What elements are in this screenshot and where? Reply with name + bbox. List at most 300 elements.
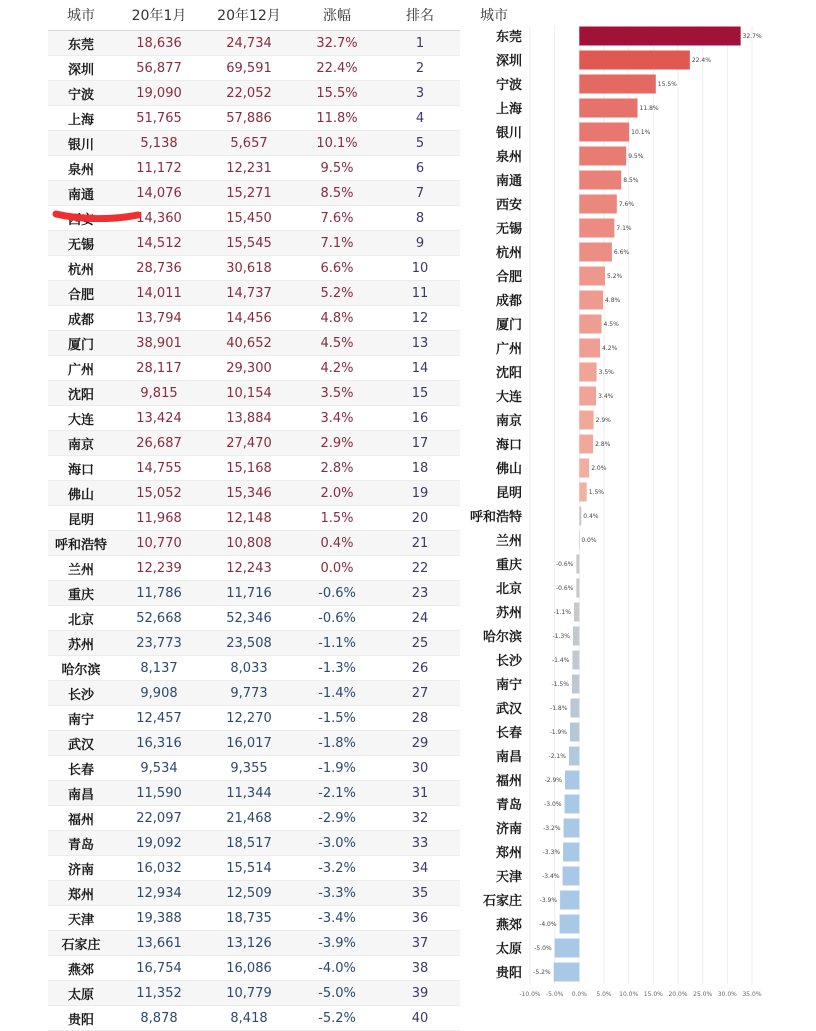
table-row (48, 756, 460, 781)
cell-city: 济南 (48, 856, 114, 881)
cell-jan: 8,878 (114, 1006, 204, 1031)
table-row (48, 806, 460, 831)
cell-city: 西安 (48, 206, 114, 231)
cell-jan: 9,815 (114, 381, 204, 406)
cell-city: 哈尔滨 (48, 656, 114, 681)
table-row (48, 481, 460, 506)
data-label: 2.8% (595, 441, 611, 448)
header-city: 城市 (48, 0, 114, 31)
data-label: -0.6% (555, 561, 574, 568)
table-row (48, 1006, 460, 1031)
bar (554, 963, 580, 982)
category-label: 昆明 (495, 486, 522, 501)
data-label: 6.6% (613, 249, 630, 256)
cell-change: 11.8% (294, 106, 380, 131)
cell-jan: 28,736 (114, 256, 204, 281)
cell-dec: 15,514 (204, 856, 294, 881)
cell-jan: 13,794 (114, 306, 204, 331)
cell-dec: 12,509 (204, 881, 294, 906)
cell-change: -4.0% (294, 956, 380, 981)
cell-dec: 24,734 (204, 31, 294, 56)
cell-change: 2.0% (294, 481, 380, 506)
category-label: 青岛 (495, 798, 522, 813)
data-label: 5.2% (606, 273, 623, 280)
cell-dec: 8,033 (204, 656, 294, 681)
category-label: 贵阳 (495, 966, 522, 981)
cell-rank: 2 (380, 56, 460, 81)
table-row (48, 781, 460, 806)
cell-dec: 15,545 (204, 231, 294, 256)
data-label: -3.3% (542, 849, 561, 856)
bar (579, 267, 605, 286)
table-row (48, 606, 460, 631)
cell-dec: 13,884 (204, 406, 294, 431)
cell-dec: 9,773 (204, 681, 294, 706)
cell-change: 22.4% (294, 56, 380, 81)
cell-jan: 51,765 (114, 106, 204, 131)
data-label: 0.4% (583, 513, 599, 520)
table-row (48, 131, 460, 156)
cell-dec: 21,468 (204, 806, 294, 831)
bar (579, 315, 601, 334)
cell-dec: 15,346 (204, 481, 294, 506)
cell-jan: 13,661 (114, 931, 204, 956)
cell-dec: 40,652 (204, 331, 294, 356)
cell-jan: 11,352 (114, 981, 204, 1006)
x-tick-label: 5.0% (596, 991, 612, 998)
cell-rank: 28 (380, 706, 460, 731)
cell-city: 南京 (48, 431, 114, 456)
header-change: 涨幅 (294, 0, 380, 31)
price-table (48, 0, 460, 1031)
bar (579, 195, 616, 214)
cell-city: 宁波 (48, 81, 114, 106)
cell-city: 长春 (48, 756, 114, 781)
cell-city: 无锡 (48, 231, 114, 256)
cell-jan: 8,137 (114, 656, 204, 681)
cell-jan: 18,636 (114, 31, 204, 56)
cell-change: 0.4% (294, 531, 380, 556)
cell-rank: 10 (380, 256, 460, 281)
cell-jan: 15,052 (114, 481, 204, 506)
bar (579, 531, 580, 550)
x-tick-label: 10.0% (619, 991, 639, 998)
cell-city: 北京 (48, 606, 114, 631)
cell-jan: 16,754 (114, 956, 204, 981)
cell-rank: 11 (380, 281, 460, 306)
cell-change: -1.9% (294, 756, 380, 781)
category-label: 南宁 (495, 678, 522, 693)
cell-city: 南昌 (48, 781, 114, 806)
cell-dec: 27,470 (204, 431, 294, 456)
category-label: 重庆 (495, 558, 522, 573)
cell-dec: 16,086 (204, 956, 294, 981)
cell-change: 6.6% (294, 256, 380, 281)
category-label: 南京 (495, 414, 522, 429)
cell-city: 沈阳 (48, 381, 114, 406)
cell-rank: 1 (380, 31, 460, 56)
cell-city: 南宁 (48, 706, 114, 731)
data-label: 1.5% (588, 489, 604, 496)
cell-jan: 14,076 (114, 181, 204, 206)
cell-change: -1.5% (294, 706, 380, 731)
bar (579, 363, 596, 382)
category-label: 太原 (495, 942, 522, 957)
data-label: -4.0% (539, 921, 557, 928)
cell-city: 东莞 (48, 31, 114, 56)
category-label: 西安 (495, 198, 522, 213)
table-row (48, 31, 460, 56)
data-label: 15.5% (657, 81, 677, 88)
data-label: -1.9% (549, 729, 567, 736)
cell-city: 天津 (48, 906, 114, 931)
cell-city: 郑州 (48, 881, 114, 906)
category-label: 郑州 (495, 846, 522, 861)
table-row (48, 306, 460, 331)
bar-chart (462, 0, 816, 1000)
table-body (48, 31, 460, 1031)
cell-jan: 9,908 (114, 681, 204, 706)
cell-dec: 18,735 (204, 906, 294, 931)
price-table-panel (48, 0, 460, 1031)
cell-dec: 29,300 (204, 356, 294, 381)
data-label: 10.1% (631, 129, 651, 136)
table-row (48, 331, 460, 356)
table-row (48, 581, 460, 606)
cell-rank: 14 (380, 356, 460, 381)
table-row (48, 156, 460, 181)
table-row (48, 631, 460, 656)
table-row (48, 956, 460, 981)
cell-dec: 16,017 (204, 731, 294, 756)
table-row (48, 681, 460, 706)
cell-jan: 12,457 (114, 706, 204, 731)
cell-rank: 8 (380, 206, 460, 231)
category-label: 无锡 (495, 222, 522, 237)
table-row (48, 856, 460, 881)
category-label: 深圳 (495, 54, 522, 69)
table-row (48, 881, 460, 906)
bar-chart-panel (462, 0, 816, 1000)
bar (563, 843, 579, 862)
category-label: 福州 (495, 774, 522, 789)
cell-city: 银川 (48, 131, 114, 156)
category-label: 天津 (495, 870, 522, 885)
x-tick-label: 35.0% (742, 991, 762, 998)
cell-change: 10.1% (294, 131, 380, 156)
cell-dec: 23,508 (204, 631, 294, 656)
cell-dec: 15,168 (204, 456, 294, 481)
cell-city: 合肥 (48, 281, 114, 306)
x-tick-label: 0.0% (571, 991, 587, 998)
category-label: 海口 (495, 438, 522, 453)
cell-rank: 6 (380, 156, 460, 181)
table-row (48, 181, 460, 206)
cell-dec: 15,450 (204, 206, 294, 231)
cell-change: 32.7% (294, 31, 380, 56)
bar (579, 459, 589, 478)
bar (572, 675, 579, 694)
x-tick-label: -5.0% (545, 991, 564, 998)
cell-change: -2.1% (294, 781, 380, 806)
bar (570, 723, 579, 742)
bar (579, 171, 621, 190)
cell-change: 7.6% (294, 206, 380, 231)
data-label: -3.0% (544, 801, 562, 808)
data-label: 4.5% (603, 321, 619, 328)
cell-dec: 10,808 (204, 531, 294, 556)
category-label: 泉州 (495, 150, 522, 165)
cell-change: -3.3% (294, 881, 380, 906)
cell-change: 3.5% (294, 381, 380, 406)
cell-jan: 19,388 (114, 906, 204, 931)
cell-jan: 22,097 (114, 806, 204, 831)
bar (563, 867, 580, 886)
data-label: -1.3% (552, 633, 570, 640)
data-label: 9.5% (628, 153, 644, 160)
data-label: 2.9% (595, 417, 611, 424)
cell-city: 石家庄 (48, 931, 114, 956)
cell-change: 8.5% (294, 181, 380, 206)
cell-rank: 4 (380, 106, 460, 131)
cell-change: 4.8% (294, 306, 380, 331)
chart-category-header: 城市 (480, 8, 508, 24)
cell-change: 2.8% (294, 456, 380, 481)
cell-city: 佛山 (48, 481, 114, 506)
cell-change: -3.4% (294, 906, 380, 931)
cell-city: 太原 (48, 981, 114, 1006)
bar (565, 771, 579, 790)
cell-change: 1.5% (294, 506, 380, 531)
category-label: 广州 (495, 342, 522, 357)
x-tick-label: 30.0% (717, 991, 737, 998)
cell-change: -1.8% (294, 731, 380, 756)
data-label: 4.2% (602, 345, 618, 352)
highlight-stroke (56, 214, 138, 219)
table-row (48, 531, 460, 556)
cell-change: 9.5% (294, 156, 380, 181)
cell-dec: 12,270 (204, 706, 294, 731)
cell-rank: 26 (380, 656, 460, 681)
cell-jan: 10,770 (114, 531, 204, 556)
bar (576, 555, 579, 574)
cell-jan: 26,687 (114, 431, 204, 456)
cell-city: 呼和浩特 (48, 531, 114, 556)
cell-change: -2.9% (294, 806, 380, 831)
cell-dec: 9,355 (204, 756, 294, 781)
category-label: 燕郊 (495, 918, 522, 933)
bar (579, 435, 593, 454)
table-row (48, 656, 460, 681)
data-label: -3.4% (542, 873, 560, 880)
cell-jan: 19,092 (114, 831, 204, 856)
cell-change: -0.6% (294, 606, 380, 631)
table-row (48, 731, 460, 756)
bar (579, 339, 600, 358)
bar (579, 411, 593, 430)
cell-dec: 10,779 (204, 981, 294, 1006)
x-tick-label: 25.0% (693, 991, 713, 998)
cell-city: 青岛 (48, 831, 114, 856)
bar (570, 699, 579, 718)
cell-jan: 11,590 (114, 781, 204, 806)
cell-dec: 12,148 (204, 506, 294, 531)
cell-city: 燕郊 (48, 956, 114, 981)
category-label: 北京 (495, 582, 522, 597)
cell-city: 大连 (48, 406, 114, 431)
cell-dec: 30,618 (204, 256, 294, 281)
cell-jan: 28,117 (114, 356, 204, 381)
bar (579, 147, 626, 166)
data-label: 7.6% (618, 201, 635, 208)
table-row (48, 231, 460, 256)
table-row (48, 981, 460, 1006)
cell-rank: 5 (380, 131, 460, 156)
category-label: 石家庄 (482, 894, 522, 909)
data-label: -2.1% (548, 753, 566, 760)
cell-city: 上海 (48, 106, 114, 131)
cell-dec: 5,657 (204, 131, 294, 156)
table-row (48, 356, 460, 381)
cell-rank: 27 (380, 681, 460, 706)
cell-jan: 12,239 (114, 556, 204, 581)
table-header-row (48, 0, 460, 31)
cell-dec: 14,737 (204, 281, 294, 306)
cell-city: 苏州 (48, 631, 114, 656)
cell-rank: 36 (380, 906, 460, 931)
cell-rank: 21 (380, 531, 460, 556)
cell-rank: 13 (380, 331, 460, 356)
cell-rank: 31 (380, 781, 460, 806)
cell-change: -3.0% (294, 831, 380, 856)
cell-dec: 15,271 (204, 181, 294, 206)
data-label: -1.4% (552, 657, 570, 664)
cell-rank: 3 (380, 81, 460, 106)
cell-change: 7.1% (294, 231, 380, 256)
cell-jan: 11,786 (114, 581, 204, 606)
cell-rank: 33 (380, 831, 460, 856)
cell-jan: 14,360 (114, 206, 204, 231)
cell-jan: 14,755 (114, 456, 204, 481)
data-label: -1.5% (551, 681, 569, 688)
cell-dec: 18,517 (204, 831, 294, 856)
cell-city: 成都 (48, 306, 114, 331)
bar (569, 747, 579, 766)
cell-rank: 30 (380, 756, 460, 781)
table-row (48, 431, 460, 456)
data-label: -5.2% (533, 969, 551, 976)
cell-city: 深圳 (48, 56, 114, 81)
cell-rank: 32 (380, 806, 460, 831)
table-row (48, 706, 460, 731)
cell-change: -1.3% (294, 656, 380, 681)
cell-change: 4.5% (294, 331, 380, 356)
cell-city: 泉州 (48, 156, 114, 181)
bar (579, 387, 596, 406)
header-rank: 排名 (380, 0, 460, 31)
cell-change: 2.9% (294, 431, 380, 456)
x-tick-label: 20.0% (668, 991, 688, 998)
cell-dec: 12,231 (204, 156, 294, 181)
data-label: -3.2% (543, 825, 561, 832)
category-label: 佛山 (495, 462, 522, 477)
cell-city: 福州 (48, 806, 114, 831)
cell-rank: 15 (380, 381, 460, 406)
cell-dec: 8,418 (204, 1006, 294, 1031)
cell-jan: 19,090 (114, 81, 204, 106)
cell-jan: 11,968 (114, 506, 204, 531)
x-tick-label: 15.0% (643, 991, 663, 998)
cell-change: -3.2% (294, 856, 380, 881)
data-label: 32.7% (742, 33, 762, 40)
cell-city: 厦门 (48, 331, 114, 356)
cell-rank: 38 (380, 956, 460, 981)
category-label: 济南 (495, 822, 522, 837)
cell-change: 0.0% (294, 556, 380, 581)
cell-city: 南通 (48, 181, 114, 206)
cell-jan: 14,011 (114, 281, 204, 306)
cell-dec: 11,344 (204, 781, 294, 806)
category-label: 东莞 (495, 30, 522, 45)
cell-rank: 20 (380, 506, 460, 531)
cell-rank: 7 (380, 181, 460, 206)
cell-rank: 12 (380, 306, 460, 331)
table-row (48, 106, 460, 131)
cell-city: 贵阳 (48, 1006, 114, 1031)
bar (555, 939, 580, 958)
data-label: 7.1% (616, 225, 632, 232)
category-label: 哈尔滨 (482, 630, 522, 645)
cell-jan: 5,138 (114, 131, 204, 156)
bar (579, 507, 581, 526)
cell-rank: 39 (380, 981, 460, 1006)
highlight-underline (52, 204, 142, 222)
cell-rank: 35 (380, 881, 460, 906)
bar (560, 915, 580, 934)
table-row (48, 556, 460, 581)
cell-dec: 12,243 (204, 556, 294, 581)
cell-jan: 52,668 (114, 606, 204, 631)
category-label: 上海 (495, 102, 522, 117)
cell-city: 广州 (48, 356, 114, 381)
cell-city: 武汉 (48, 731, 114, 756)
category-label: 武汉 (495, 702, 522, 717)
cell-change: 3.4% (294, 406, 380, 431)
cell-jan: 16,316 (114, 731, 204, 756)
category-label: 呼和浩特 (469, 510, 522, 525)
bar (579, 483, 586, 502)
cell-jan: 11,172 (114, 156, 204, 181)
cell-rank: 37 (380, 931, 460, 956)
cell-dec: 11,716 (204, 581, 294, 606)
table-row (48, 906, 460, 931)
cell-dec: 22,052 (204, 81, 294, 106)
table-row (48, 381, 460, 406)
cell-rank: 29 (380, 731, 460, 756)
cell-dec: 14,456 (204, 306, 294, 331)
data-label: 11.8% (639, 105, 659, 112)
data-label: 8.5% (623, 177, 639, 184)
cell-rank: 9 (380, 231, 460, 256)
data-label: 0.0% (581, 537, 597, 544)
cell-rank: 17 (380, 431, 460, 456)
cell-change: -0.6% (294, 581, 380, 606)
cell-dec: 52,346 (204, 606, 294, 631)
category-label: 南昌 (495, 750, 522, 765)
data-label: -2.9% (544, 777, 563, 784)
bar (579, 27, 740, 46)
data-label: 3.4% (598, 393, 614, 400)
